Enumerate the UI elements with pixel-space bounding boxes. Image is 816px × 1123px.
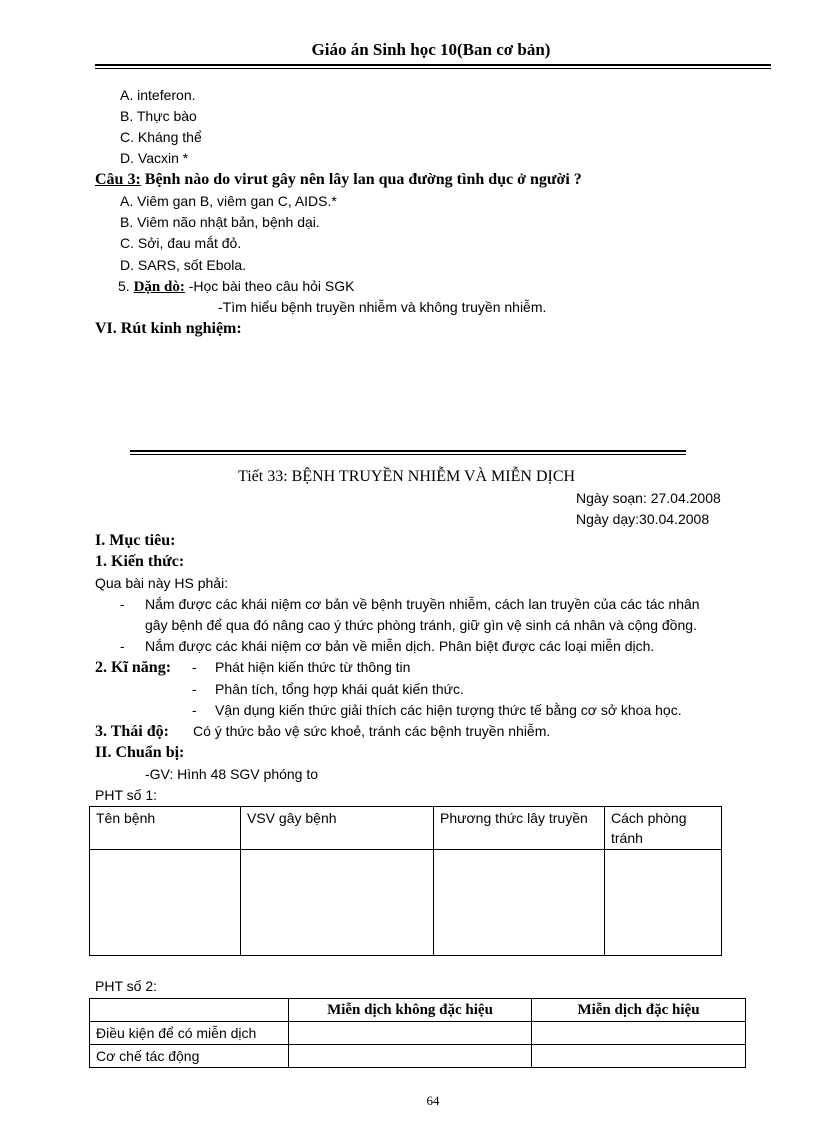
knowledge-item-1-line-2: gây bệnh để qua đó nâng cao ý thức phòng tránh, giữ gìn vệ sinh cá nhân và cộng đồng.	[145, 617, 697, 633]
knowledge-item-2: Nắm được các khái niệm cơ bản về miễn dịch. Phân biệt được các loại miễn dịch.	[145, 638, 655, 654]
pht1-cell	[241, 850, 434, 956]
skills-bullet-1: -	[192, 659, 197, 675]
homework-text-1: -Học bài theo câu hỏi SGK	[184, 278, 355, 294]
knowledge-heading: 1. Kiến thức:	[95, 553, 185, 570]
pht2-row-label-conditions: Điều kiện để có miễn dịch	[90, 1022, 289, 1045]
page-number: 64	[426, 1093, 440, 1108]
page-header-title: Giáo án Sinh học 10(Ban cơ bản)	[311, 40, 551, 59]
date-prepared: Ngày soạn: 27.04.2008	[576, 490, 721, 506]
pht1-cell	[605, 850, 722, 956]
header-rule-thick	[95, 64, 771, 66]
question-3-text: Bệnh nào do virut gây nên lây lan qua đường tình dục ở người ?	[140, 171, 582, 188]
attitude-text: Có ý thức bảo vệ sức khoẻ, tránh các bệnh truyền nhiễm.	[193, 723, 551, 739]
attitude-heading: 3. Thái độ:	[95, 723, 169, 740]
pht1-header-disease: Tên bệnh	[90, 807, 241, 850]
homework-label: Dặn dò:	[133, 279, 185, 295]
skill-1: Phát hiện kiến thức từ thông tin	[215, 659, 411, 675]
pht1-header-pathogen: VSV gây bệnh	[241, 807, 434, 850]
q3-option-b: B. Viêm não nhật bản, bệnh dại.	[120, 214, 320, 230]
question-3	[95, 171, 582, 189]
homework-line-2: -Tìm hiểu bệnh truyền nhiễm và không truyền nhiễm.	[218, 299, 547, 315]
objectives-heading: I. Mục tiêu:	[95, 532, 176, 549]
pht2-cell	[289, 1022, 532, 1045]
preparation-heading: II. Chuẩn bị:	[95, 744, 185, 761]
pht2-header-row	[90, 999, 746, 1022]
pht1-header-prevention: Cách phòng tránh	[605, 807, 722, 850]
q2-option-a: A. inteferon.	[120, 87, 196, 103]
question-3-label: Câu 3:	[95, 171, 141, 188]
homework-line-1	[118, 278, 355, 296]
pht2-cell	[289, 1045, 532, 1068]
lesson-title: Tiết 33: BỆNH TRUYỀN NHIỄM VÀ MIỄN DỊCH	[238, 468, 576, 485]
knowledge-bullet-1: -	[120, 596, 125, 612]
q2-option-b: B. Thực bào	[120, 108, 197, 124]
pht2-row-conditions	[90, 1022, 746, 1045]
pht1-cell	[90, 850, 241, 956]
skills-bullet-2: -	[192, 681, 197, 697]
pht1-empty-row	[90, 850, 722, 956]
skill-3: Vận dụng kiến thức giải thích các hiện tượng thức tế bằng cơ sở khoa học.	[215, 702, 682, 718]
pht2-header-specific: Miễn dịch đặc hiệu	[532, 999, 746, 1022]
pht2-table	[89, 998, 746, 1068]
lesson-rule-thin	[130, 454, 686, 455]
pht2-label: PHT số 2:	[95, 978, 157, 994]
skills-heading: 2. Kĩ năng:	[95, 659, 172, 676]
header-rule-thin	[95, 68, 771, 69]
knowledge-bullet-2: -	[120, 638, 125, 654]
experience-heading: VI. Rút kinh nghiệm:	[95, 320, 242, 337]
lesson-rule-thick	[130, 450, 686, 452]
skill-2: Phân tích, tổng hợp khái quát kiến thức.	[215, 681, 464, 697]
pht2-header-nonspecific: Miễn dịch không đặc hiệu	[289, 999, 532, 1022]
pht1-header-transmission: Phương thức lây truyền	[434, 807, 605, 850]
knowledge-item-1-line-1: Nắm được các khái niệm cơ bản về bệnh truyền nhiễm, cách lan truyền của các tác nhân	[145, 596, 700, 612]
pht2-cell	[532, 1045, 746, 1068]
pht1-header-row	[90, 807, 722, 850]
pht2-header-blank	[90, 999, 289, 1022]
q2-option-c: C. Kháng thể	[120, 129, 202, 145]
pht2-cell	[532, 1022, 746, 1045]
date-taught: Ngày dạy:30.04.2008	[576, 511, 710, 527]
preparation-gv: -GV: Hình 48 SGV phóng to	[145, 766, 319, 782]
skills-bullet-3: -	[192, 702, 197, 718]
q3-option-c: C. Sởi, đau mắt đỏ.	[120, 235, 242, 251]
pht2-row-mechanism	[90, 1045, 746, 1068]
q3-option-a: A. Viêm gan B, viêm gan C, AIDS.*	[120, 193, 337, 209]
pht1-table	[89, 806, 722, 956]
pht1-label: PHT số 1:	[95, 787, 157, 803]
q3-option-d: D. SARS, sốt Ebola.	[120, 257, 247, 273]
pht2-row-label-mechanism: Cơ chế tác động	[90, 1045, 289, 1068]
q2-option-d: D. Vacxin *	[120, 150, 189, 166]
pht1-cell	[434, 850, 605, 956]
knowledge-intro: Qua bài này HS phải:	[95, 575, 229, 591]
homework-number: 5.	[118, 278, 134, 294]
